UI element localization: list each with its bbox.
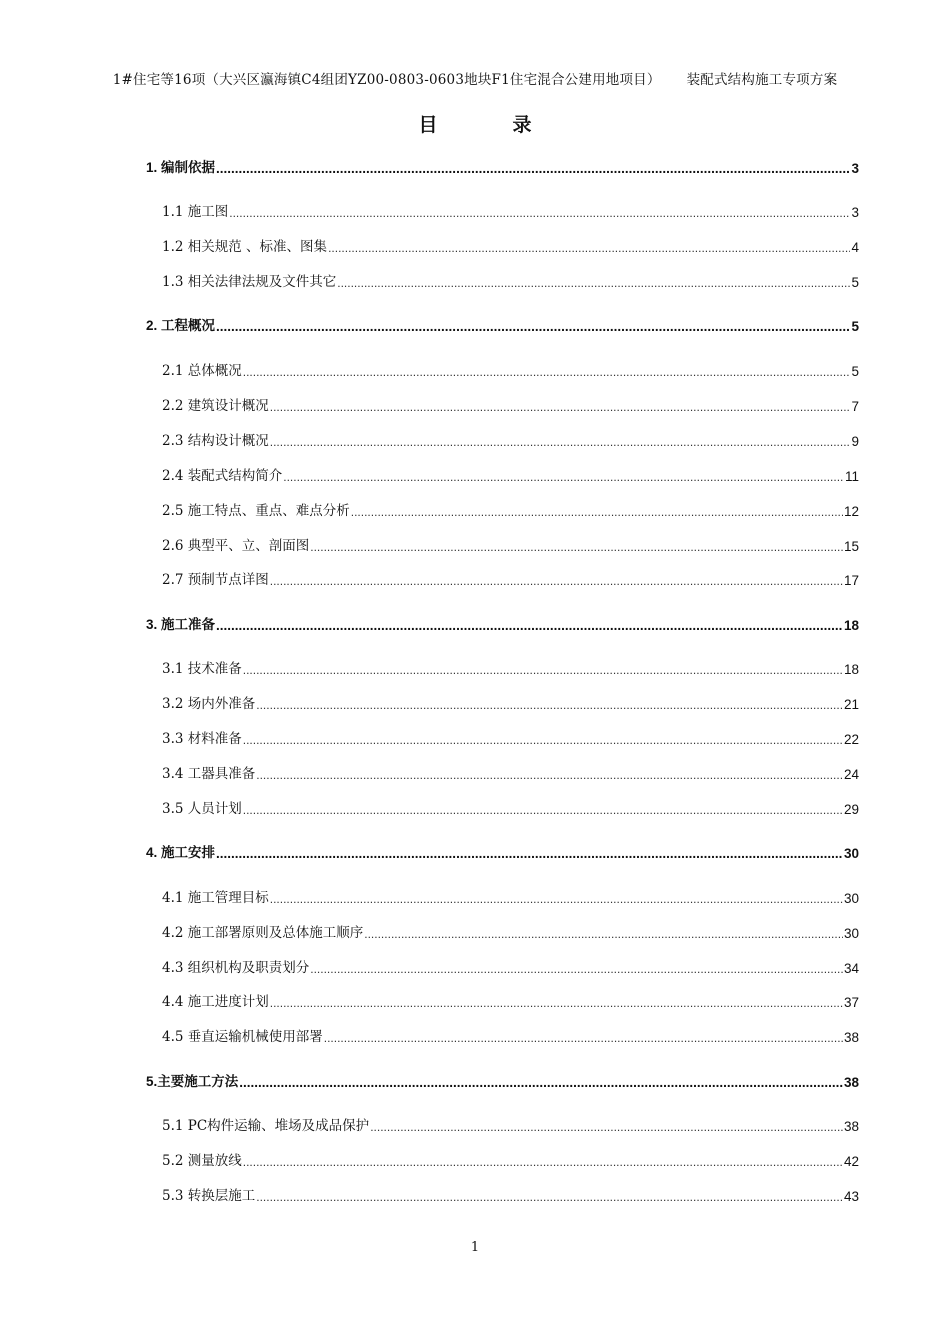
toc-dot-leader: [216, 161, 850, 176]
toc-entry-page: 11: [844, 469, 859, 484]
toc-section-entry[interactable]: [162, 235, 859, 255]
toc-dot-leader: [283, 470, 844, 484]
toc-dot-leader: [351, 505, 843, 519]
toc-dot-leader: [243, 663, 843, 677]
toc-chapter-entry[interactable]: [146, 314, 859, 334]
toc-entry-label: 5.2 测量放线: [162, 1153, 242, 1169]
toc-entry-page: 29: [843, 802, 859, 817]
toc-entry-page: 38: [843, 1075, 859, 1090]
toc-section-entry[interactable]: [162, 568, 859, 588]
toc-chapter-entry[interactable]: [146, 156, 859, 176]
toc-entry-page: 12: [843, 504, 859, 519]
toc-entry-page: 43: [843, 1189, 859, 1204]
toc-entry-label: 4.3 组织机构及职责划分: [162, 960, 310, 976]
toc-section-entry[interactable]: [162, 200, 859, 220]
toc-dot-leader: [229, 206, 850, 220]
toc-dot-leader: [337, 276, 850, 290]
toc-dot-leader: [310, 540, 843, 554]
toc-entry-label: 4.1 施工管理目标: [162, 890, 269, 906]
toc-entry-page: 5: [851, 319, 859, 334]
toc-section-entry[interactable]: [162, 762, 859, 782]
toc-dot-leader: [364, 927, 843, 941]
toc-dot-leader: [239, 1075, 843, 1090]
toc-entry-page: 37: [843, 995, 859, 1010]
toc-entry-page: 18: [843, 662, 859, 677]
toc-entry-page: 22: [843, 732, 859, 747]
toc-entry-page: 9: [851, 434, 859, 449]
toc-entry-label: 3.5 人员计划: [162, 801, 242, 817]
toc-dot-leader: [310, 962, 843, 976]
toc-section-entry[interactable]: [162, 990, 859, 1010]
toc-chapter-entry[interactable]: [146, 1070, 859, 1090]
toc-dot-leader: [216, 618, 843, 633]
toc-entry-label: 2.3 结构设计概况: [162, 433, 269, 449]
toc-entry-page: 5: [851, 275, 859, 290]
toc-entry-label: 3. 施工准备: [146, 617, 216, 632]
toc-entry-page: 38: [843, 1119, 859, 1134]
toc-entry-page: 4: [851, 240, 859, 255]
toc-entry-page: 30: [843, 891, 859, 906]
toc-section-entry[interactable]: [162, 534, 859, 554]
toc-dot-leader: [243, 1155, 843, 1169]
toc-entry-label: 4.4 施工进度计划: [162, 994, 269, 1010]
toc-dot-leader: [324, 1031, 843, 1045]
toc-dot-leader: [328, 241, 850, 255]
toc-entry-label: 2.4 装配式结构简介: [162, 468, 283, 484]
toc-entry-label: 2. 工程概况: [146, 318, 216, 333]
toc-entry-page: 5: [851, 364, 859, 379]
toc-entry-label: 1. 编制依据: [146, 160, 216, 175]
toc-section-entry[interactable]: [162, 727, 859, 747]
toc-title: 目 录: [418, 114, 560, 136]
toc-dot-leader: [216, 846, 843, 861]
toc-section-entry[interactable]: [162, 270, 859, 290]
toc-section-entry[interactable]: [162, 499, 859, 519]
toc-chapter-entry[interactable]: [146, 841, 859, 861]
toc-entry-label: 1.2 相关规范 、标准、图集: [162, 239, 328, 255]
toc-entry-label: 1.1 施工图: [162, 204, 229, 220]
toc-entry-label: 3.3 材料准备: [162, 731, 242, 747]
toc-entry-page: 30: [843, 846, 859, 861]
toc-dot-leader: [270, 574, 843, 588]
toc-entry-label: 3.1 技术准备: [162, 661, 242, 677]
toc-entry-page: 24: [843, 767, 859, 782]
toc-section-entry[interactable]: [162, 1149, 859, 1169]
toc-entry-label: 5.1 PC构件运输、堆场及成品保护: [162, 1118, 370, 1134]
toc-entry-label: 4.5 垂直运输机械使用部署: [162, 1029, 323, 1045]
page-number: 1: [470, 1240, 480, 1255]
toc-dot-leader: [270, 400, 851, 414]
toc-entry-page: 38: [843, 1030, 859, 1045]
toc-section-entry[interactable]: [162, 797, 859, 817]
toc-dot-leader: [270, 435, 851, 449]
toc-entry-label: 2.7 预制节点详图: [162, 572, 269, 588]
toc-dot-leader: [256, 768, 843, 782]
toc-entry-page: 30: [843, 926, 859, 941]
page-header: [0, 68, 950, 88]
toc-entry-page: 7: [851, 399, 859, 414]
toc-entry-page: 21: [843, 697, 859, 712]
toc-entry-page: 15: [843, 539, 859, 554]
toc-dot-leader: [256, 698, 843, 712]
toc-entry-page: 42: [843, 1154, 859, 1169]
toc-section-entry[interactable]: [162, 1114, 859, 1134]
toc-entry-page: 34: [843, 961, 859, 976]
toc-dot-leader: [243, 803, 843, 817]
toc-entry-page: 18: [843, 618, 859, 633]
toc-entry-label: 2.2 建筑设计概况: [162, 398, 269, 414]
toc-section-entry[interactable]: [162, 921, 859, 941]
toc-section-entry[interactable]: [162, 429, 859, 449]
toc-dot-leader: [370, 1120, 843, 1134]
toc-entry-page: 3: [851, 161, 859, 176]
toc-entry-label: 1.3 相关法律法规及文件其它: [162, 274, 337, 290]
toc-entry-label: 2.6 典型平、立、剖面图: [162, 538, 310, 554]
toc-section-entry[interactable]: [162, 464, 859, 484]
toc-entry-label: 4. 施工安排: [146, 845, 216, 860]
toc-entry-label: 5.主要施工方法: [146, 1074, 239, 1089]
toc-section-entry[interactable]: [162, 956, 859, 976]
toc-entry-label: 2.1 总体概况: [162, 363, 242, 379]
toc-dot-leader: [243, 365, 851, 379]
toc-entry-label: 2.5 施工特点、重点、难点分析: [162, 503, 350, 519]
toc-dot-leader: [216, 319, 850, 334]
toc-section-entry[interactable]: [162, 886, 859, 906]
toc-chapter-entry[interactable]: [146, 613, 859, 633]
toc-section-entry[interactable]: [162, 1184, 859, 1204]
toc-section-entry[interactable]: [162, 359, 859, 379]
header-project: 1#住宅等16项（大兴区瀛海镇C4组团YZ00-0803-0603地块F1住宅混合公建用地项目）: [112, 72, 661, 88]
toc-entry-label: 3.2 场内外准备: [162, 696, 256, 712]
toc-dot-leader: [256, 1190, 843, 1204]
toc-entry-label: 5.3 转换层施工: [162, 1188, 256, 1204]
toc-dot-leader: [270, 892, 843, 906]
toc-section-entry[interactable]: [162, 1025, 859, 1045]
toc-section-entry[interactable]: [162, 394, 859, 414]
toc-dot-leader: [243, 733, 843, 747]
toc-section-entry[interactable]: [162, 657, 859, 677]
toc-entry-page: 3: [851, 205, 859, 220]
toc-dot-leader: [270, 996, 843, 1010]
toc-entry-label: 3.4 工器具准备: [162, 766, 256, 782]
toc-entry-label: 4.2 施工部署原则及总体施工顺序: [162, 925, 364, 941]
toc-section-entry[interactable]: [162, 692, 859, 712]
toc-entry-page: 17: [843, 573, 859, 588]
header-doc-title: 装配式结构施工专项方案: [686, 72, 838, 88]
